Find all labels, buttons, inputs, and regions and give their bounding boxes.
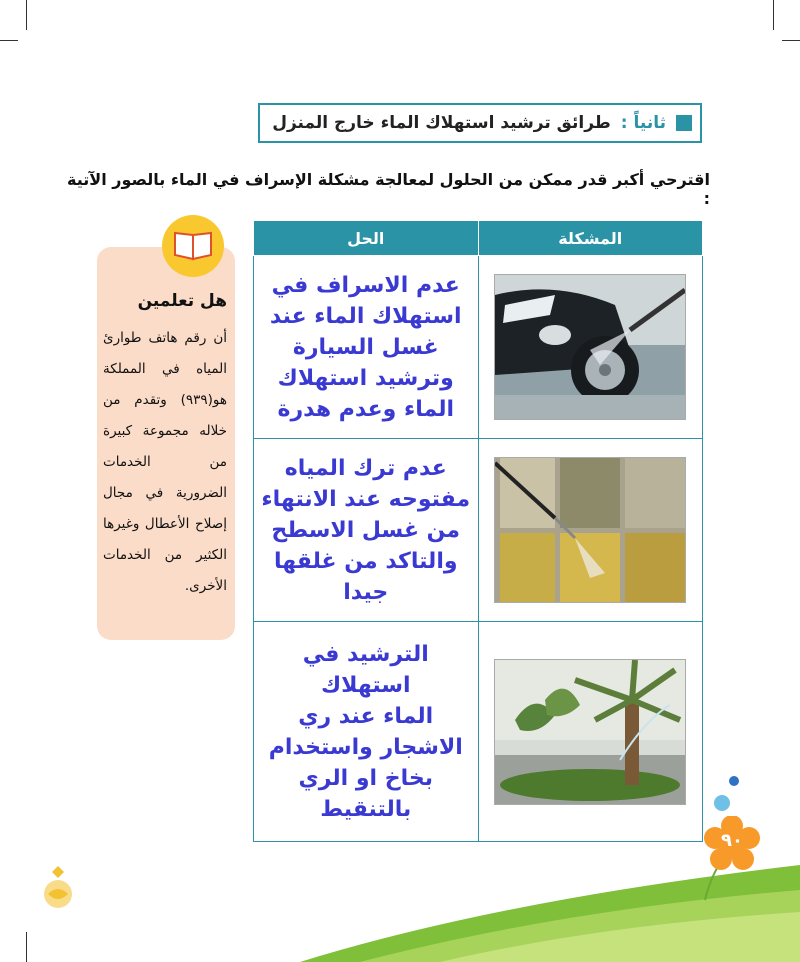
did-you-know-title: هل تعلمين [137,291,227,311]
solution-text: عدم ترك المياه مفتوحه عند الانتهاء من غسل الاسطح والتاكد من غلقها جيدا [261,455,471,605]
section-title: طرائق ترشيد استهلاك الماء خارج المنزل [272,113,611,133]
page-number: ٩٠ [721,830,743,851]
solution-text: عدم الاسراف في استهلاك الماء عند غسل السيارة وترشيد استهلاك الماء وعدم هدرة [269,272,462,422]
header-problem: المشكلة [478,221,703,256]
instruction-text: اقترحي أكبر قدر ممكن من الحلول لمعالجة مشكلة الإسراف في الماء بالصور الآتية : [67,170,710,208]
header-solution: الحل [254,221,479,256]
did-you-know-text: أن رقم هاتف طوارئ المياه في المملكة هو(٩٣٩) وتقدم من خلاله مجموعة كبيرة من الخدمات الضرورية في مجال إصلاح الأعطال وغيرها الكثير من الخدمات الأخرى. [103,330,227,594]
section-prefix: ثانياً : [620,113,666,133]
solution-text: الترشيد في استهلاك الماء عند ري الاشجار واستخدام بخاخ او الري بالتنقيط [268,641,463,822]
publisher-logo-icon [38,866,78,910]
